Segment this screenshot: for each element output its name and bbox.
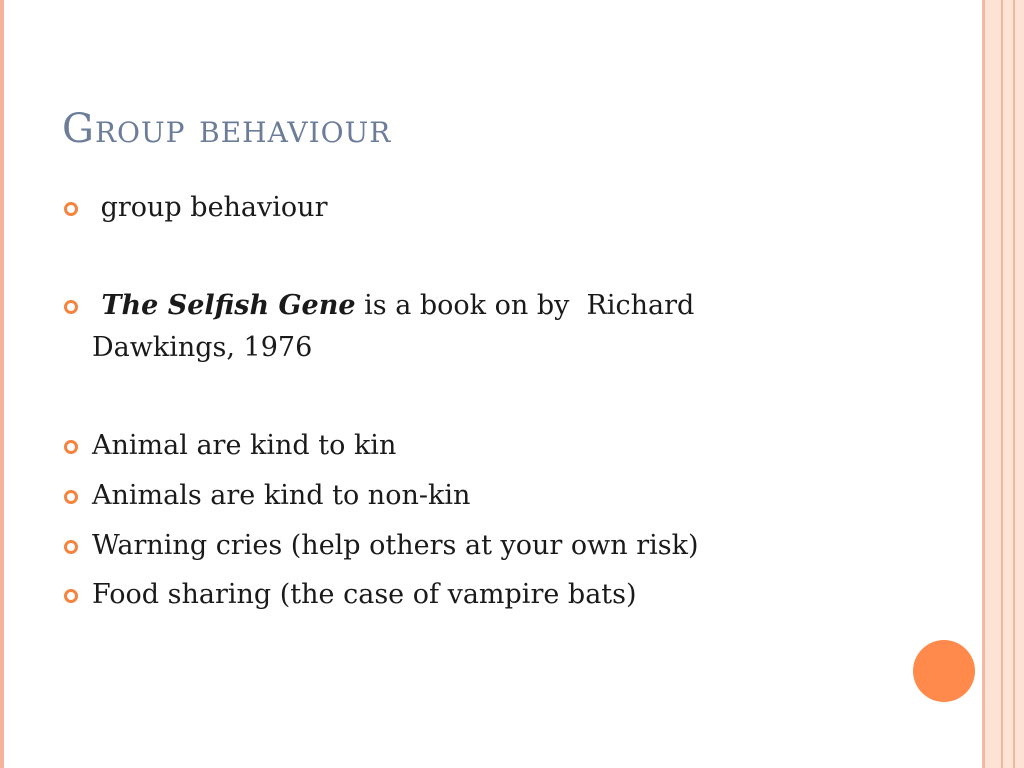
book-title: The Selfish Gene xyxy=(92,290,356,321)
bullet-text: group behaviour xyxy=(92,192,328,223)
book-description: is a book on by Richard xyxy=(355,290,695,321)
bullet-circle-icon xyxy=(64,490,78,504)
right-decorative-stripes xyxy=(979,0,1024,768)
bullet-circle-icon xyxy=(64,300,78,314)
bullet-circle-icon xyxy=(64,540,78,554)
left-border-stripe xyxy=(0,0,4,768)
bullet-text-line1 xyxy=(92,286,694,326)
orange-circle-decoration xyxy=(913,640,975,702)
bullet-text-line2: Dawkings, 1976 xyxy=(92,332,313,363)
bullet-text: Food sharing (the case of vampire bats) xyxy=(92,579,637,610)
bullet-text: Animals are kind to non-kin xyxy=(92,480,471,511)
bullet-circle-icon xyxy=(64,440,78,454)
bullet-circle-icon xyxy=(64,202,78,216)
slide-title: Group behaviour xyxy=(62,106,392,152)
bullet-text: Animal are kind to kin xyxy=(92,430,397,461)
bullet-circle-icon xyxy=(64,589,78,603)
bullet-text: Warning cries (help others at your own risk) xyxy=(92,530,699,561)
